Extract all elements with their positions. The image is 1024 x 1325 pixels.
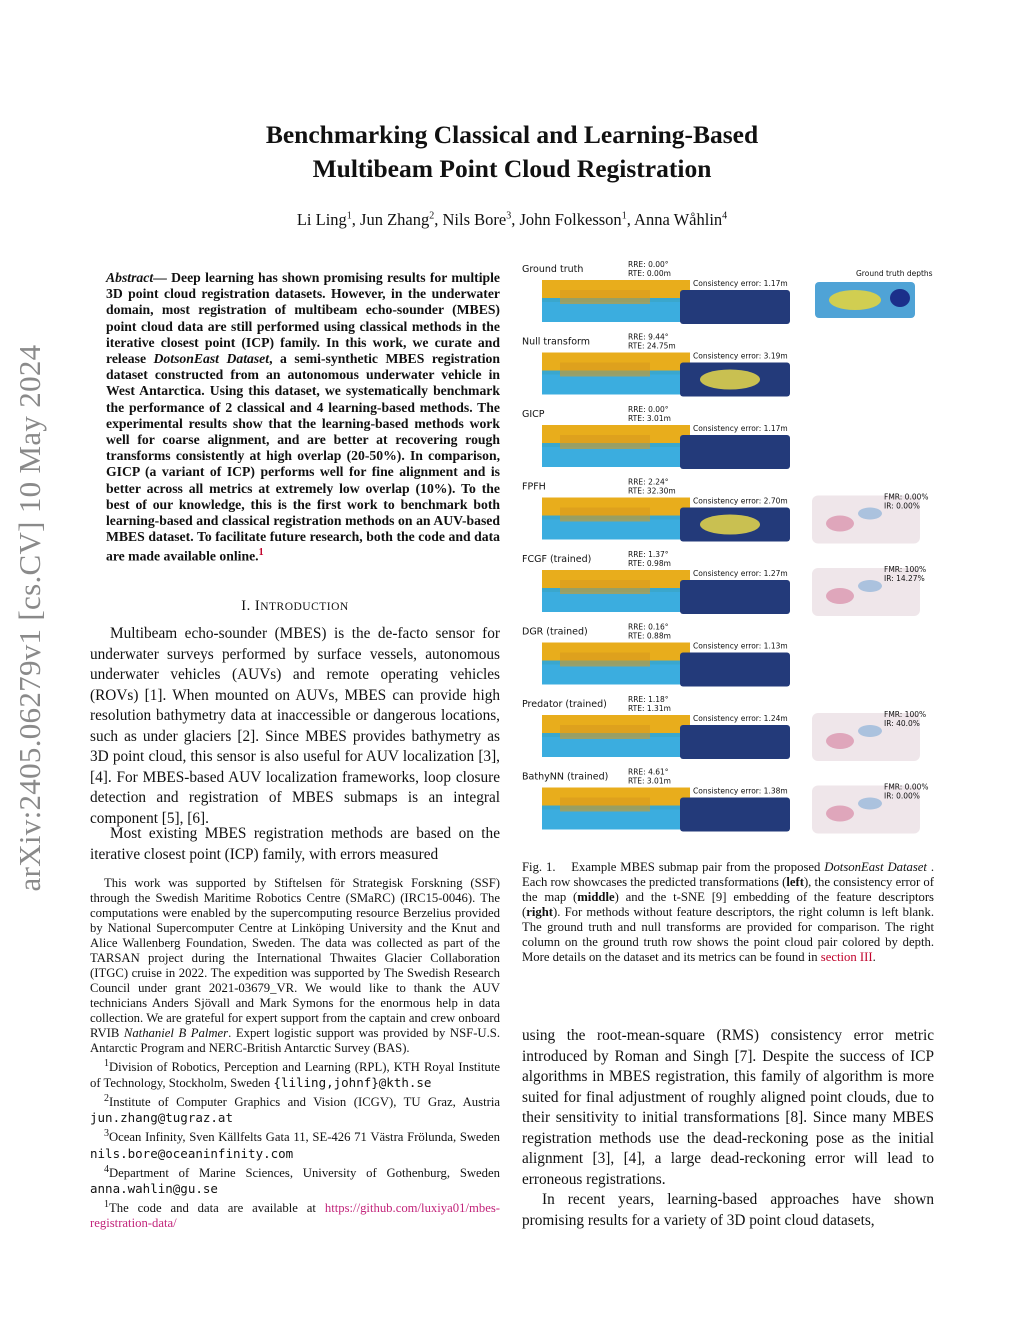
consistency-error: Consistency error: 1.24m [693, 714, 788, 723]
figure-row [522, 695, 926, 761]
tsne-cluster [858, 508, 882, 520]
rre-value: RRE: 0.00° [628, 405, 669, 414]
error-hotspot [700, 370, 760, 390]
row-label: FPFH [522, 481, 546, 493]
row-label: DGR (trained) [522, 626, 588, 638]
code-footnote: $^1$The code and data are available at https://github.com/luxiya01/mbes-registration-data/ [90, 1198, 500, 1231]
footnotes [90, 876, 500, 1231]
affiliation-mark: 3 [506, 210, 512, 222]
ir-value: IR: 14.27% [884, 574, 925, 583]
caption-text: . [872, 950, 876, 964]
consistency-error: Consistency error: 1.13m [693, 641, 788, 651]
rte-value: RTE: 24.75m [628, 341, 676, 351]
rre-value: RRE: 9.44° [628, 332, 669, 342]
tsne-cluster [858, 725, 882, 737]
tsne-cluster [858, 798, 882, 810]
footnote-link[interactable]: 1 [258, 547, 264, 559]
row-label: BathyNN (trained) [522, 771, 609, 783]
section-number: I. [241, 598, 255, 614]
author-list: Li Ling$^1$, Jun Zhang$^2$, Nils Bore$^3$, John Folkesson$^1$, Anna Wåhlin$^4$ [296, 210, 728, 229]
section-title-initial: I [254, 598, 261, 614]
overlap-region [560, 580, 650, 594]
consistency-error: Consistency error: 1.17m [693, 424, 788, 433]
funding-text: . Expert logistic support was provided by NSF-U.S. Antarctic Program and NERC-British Antarctic Survey (BAS). [90, 1026, 500, 1055]
fmr-value: FMR: 0.00% [884, 782, 929, 792]
affiliation-mark: 1 [346, 210, 352, 222]
funding-note [90, 876, 500, 1056]
abstract-text: Deep learning has shown promising results for multiple 3D point cloud registration datasets. However, in the underwater domain, most registration of multibeam echo-sounder (MBES) point cloud data are still performed using classical methods in the iterative closest point (ICP) family. In this work, we curate and release [106, 270, 501, 367]
figure-row [522, 550, 926, 616]
rte-value: RTE: 1.31m [628, 704, 671, 713]
overlap-region [560, 725, 650, 739]
ir-value: IR: 0.00% [884, 791, 920, 801]
figure-row [522, 405, 790, 469]
affiliation-2: $^2$Institute of Computer Graphics and Vision (ICGV), TU Graz, Austria jun.zhang@tugraz.at [90, 1093, 500, 1126]
arxiv-identifier: arXiv:2405.06279v1 [cs.CV] 10 May 2024 [12, 344, 47, 892]
consistency-map [680, 798, 790, 832]
rre-value: RRE: 0.16° [628, 622, 669, 632]
figure-row [522, 478, 929, 544]
row-label: Null transform [522, 336, 590, 348]
author: Nils Bore [442, 210, 507, 229]
affiliation-text: Institute of Computer Graphics and Vision (ICGV), TU Graz, Austria [109, 1095, 500, 1110]
email: {liling,johnf}@kth.se [273, 1075, 432, 1091]
code-note-text: The code and data are available at [109, 1201, 325, 1216]
tsne-cluster [826, 516, 854, 532]
caption-text: ) and the t-SNE [9] embedding of the feature descriptors ( [522, 890, 934, 919]
fmr-value: FMR: 100% [884, 565, 927, 574]
author: Li Ling [296, 210, 347, 229]
affiliation-mark: 4 [722, 210, 728, 222]
title-line-1: Benchmarking Classical and Learning-Based [265, 120, 759, 149]
caption-label: Fig. 1. [522, 860, 556, 874]
depth-title: Ground truth depths [856, 269, 933, 278]
consistency-map [680, 653, 790, 687]
dataset-name: DotsonEast Dataset [153, 351, 270, 367]
tsne-cluster [826, 806, 854, 822]
section-link[interactable]: section III [820, 950, 873, 964]
figure-row [522, 260, 933, 324]
caption-text: ), the consistency error of the map ( [522, 875, 934, 904]
intro-paragraph-2: Most existing MBES registration methods are based on the iterative closest point (ICP) family, with errors measured [90, 825, 500, 863]
abstract-text: , a semi-synthetic MBES registration dataset constructed from an autonomous underwater vehicle in West Antarctica. Using this dataset, we systematically benchmark the performance of 2 classical and 4 learning-based methods. The experimental results show that the learning-based methods work well for coarse alignment, and are better at recovering rough transforms consistently at high overlap (20-50%). In comparison, GICP (a variant of ICP) performs well for fine alignment and is better across all metrics at extremely low overlap (10%). To the best of our knowledge, this is the first work to benchmark both learning-based and classical registration methods on an AUV-based MBES dataset. To facilitate future research, both the code and data are made available online. [106, 351, 500, 565]
tsne-cluster [826, 588, 854, 604]
fmr-value: FMR: 0.00% [884, 492, 929, 502]
rre-value: RRE: 1.37° [628, 550, 669, 559]
tsne-cluster [826, 733, 854, 749]
affiliation-text: Department of Marine Sciences, University of Gothenburg, Sweden [109, 1165, 500, 1180]
abstract-dash: — [153, 270, 172, 285]
fmr-value: FMR: 100% [884, 710, 927, 719]
rte-value: RTE: 32.30m [628, 486, 676, 496]
funding-text: This work was supported by Stiftelsen för Strategisk Forskning (SSF) through the Swedish Maritime Robotics Centre (SMaRC) (IRC15-0046). The computations were enabled by the supercomputing resource Berzelius provided by National Supercomputer Centre at Linköping University and the Knut and Alice Wallenberg Foundation, Sweden. The data was collected as part of the TARSAN project during the International Thwaites Glacier Collaboration (ITGC) cruise in 2022. The expedition was supported by The Swedish Research Council under grant 2021-03679_VR. We would like to thank the AUV technicians Anders Sjövall and Mark Symons for the enormous help in data collection. We are grateful for expert support from the captain and crew onboard RVIB [90, 876, 500, 1040]
row-label: FCGF (trained) [522, 554, 592, 565]
figure-row [522, 333, 790, 397]
rre-value: RRE: 0.00° [628, 260, 669, 269]
author: Anna Wåhlin [634, 210, 723, 229]
rre-value: RRE: 1.18° [628, 695, 669, 704]
caption-text: Example MBES submap pair from the proposed [567, 860, 825, 874]
error-hotspot [700, 515, 760, 535]
caption-dataset: DotsonEast Dataset [824, 860, 927, 874]
rre-value: RRE: 2.24° [628, 477, 669, 487]
email: nils.bore@oceaninfinity.com [90, 1145, 294, 1161]
overlap-region [560, 435, 650, 449]
overlap-region [560, 798, 650, 812]
caption-text: . Each row showcases the predicted transformations ( [522, 860, 935, 889]
overlap-region [560, 653, 650, 667]
title-line-2: Multibeam Point Cloud Registration [312, 154, 712, 183]
abstract-label: Abstract [106, 270, 154, 285]
right-paragraph-2: In recent years, learning-based approaches have shown promising results for a variety of 3D point cloud datasets, [522, 1191, 934, 1229]
consistency-error: Consistency error: 3.19m [693, 351, 788, 361]
abstract [106, 270, 500, 565]
row-label: GICP [522, 409, 545, 420]
caption-left: left [786, 875, 804, 889]
intro-paragraph-1: Multibeam echo-sounder (MBES) is the de-facto sensor for underwater surveys performed by surface vessels, autonomous underwater vehicles (AUVs) and remote operating vehicles (ROVs) [1]. When mounted on AUVs, MBES can provide high resolution bathymetry data at inaccessible or dangerous locations, such as under glaciers [2]. Since MBES provides bathymetry as 3D point cloud, this sensor is also useful for AUV localization [3], [4]. For MBES-based AUV localization frameworks, loop closure detection and registration of MBES submaps is an integral component [5], [6]. [90, 625, 500, 827]
overlap-region [560, 508, 650, 522]
consistency-map [680, 580, 790, 614]
consistency-map [680, 435, 790, 469]
row-label: Predator (trained) [522, 699, 607, 710]
rte-value: RTE: 3.01m [628, 414, 671, 423]
email: anna.wahlin@gu.se [90, 1180, 218, 1196]
row-label: Ground truth [522, 264, 584, 275]
section-heading [90, 598, 500, 615]
tsne-cluster [858, 580, 882, 592]
ir-value: IR: 40.0% [884, 719, 920, 728]
author: Jun Zhang [360, 210, 430, 229]
rre-value: RRE: 4.61° [628, 767, 669, 777]
figure-row [522, 768, 929, 834]
consistency-error: Consistency error: 1.17m [693, 279, 788, 288]
section-title: NTRODUCTION [260, 601, 349, 613]
overlap-region [560, 363, 650, 377]
overlap-region [560, 290, 650, 304]
consistency-error: Consistency error: 1.27m [693, 569, 788, 578]
affiliation-3: $^3$Ocean Infinity, Sven Källfelts Gata 11, SE-426 71 Västra Frölunda, Sweden nils.bore@oceaninfinity.com [90, 1128, 500, 1161]
paper-title [150, 118, 874, 186]
author: John Folkesson [519, 210, 622, 229]
right-paragraph-1: using the root-mean-square (RMS) consistency error metric introduced by Roman and Singh [7]. Despite the success of ICP algorithms in MBES registration, this family of algorithm is more suited for final adjustment of roughly aligned point clouds, due to their sensitivity to initial transformations [8]. Since many MBES registration methods use the dead-reckoning pose as the initial alignment [3], [4], a large dead-reckoning error will lead to erroneous registrations. [522, 1027, 934, 1188]
caption-text: ). For methods without feature descriptors, the right column is left blank. The ground truth and null transforms are provided for comparison. The right column on the ground truth row shows the point cloud pair colored by depth. More details on the dataset and its metrics can be found in [522, 905, 934, 964]
rte-value: RTE: 0.98m [628, 559, 671, 568]
rte-value: RTE: 0.88m [628, 631, 671, 641]
depth-shallow [829, 290, 881, 310]
affiliation-1: $^1$Division of Robotics, Perception and Learning (RPL), KTH Royal Institute of Technology, Stockholm, Sweden {liling,johnf}@kth.se [90, 1058, 500, 1091]
affiliation-text: Division of Robotics, Perception and Learning (RPL), KTH Royal Institute of Technology, Stockholm, Sweden [90, 1060, 500, 1091]
affiliation-4: $^4$Department of Marine Sciences, University of Gothenburg, Sweden anna.wahlin@gu.se [90, 1163, 500, 1196]
figure-caption [522, 860, 934, 965]
consistency-map [680, 725, 790, 759]
affiliation-mark: 1 [621, 210, 627, 222]
caption-middle: middle [577, 890, 615, 904]
ir-value: IR: 0.00% [884, 501, 920, 511]
affiliation-text: Ocean Infinity, Sven Källfelts Gata 11, SE-426 71 Västra Frölunda, Sweden [109, 1130, 500, 1145]
email: jun.zhang@tugraz.at [90, 1110, 233, 1126]
affiliation-mark: 2 [429, 210, 435, 222]
code-url-link[interactable]: https://github.com/luxiya01/mbes-registration-data/ [90, 1201, 500, 1231]
ship-name: Nathaniel B Palmer [123, 1026, 229, 1040]
depth-deep [890, 289, 910, 307]
figure-1 [520, 258, 938, 848]
rte-value: RTE: 3.01m [628, 776, 671, 786]
rte-value: RTE: 0.00m [628, 269, 671, 278]
consistency-error: Consistency error: 1.38m [693, 786, 788, 796]
consistency-map [680, 290, 790, 324]
consistency-error: Consistency error: 2.70m [693, 496, 788, 506]
caption-right: right [526, 905, 554, 919]
figure-row [522, 623, 790, 687]
